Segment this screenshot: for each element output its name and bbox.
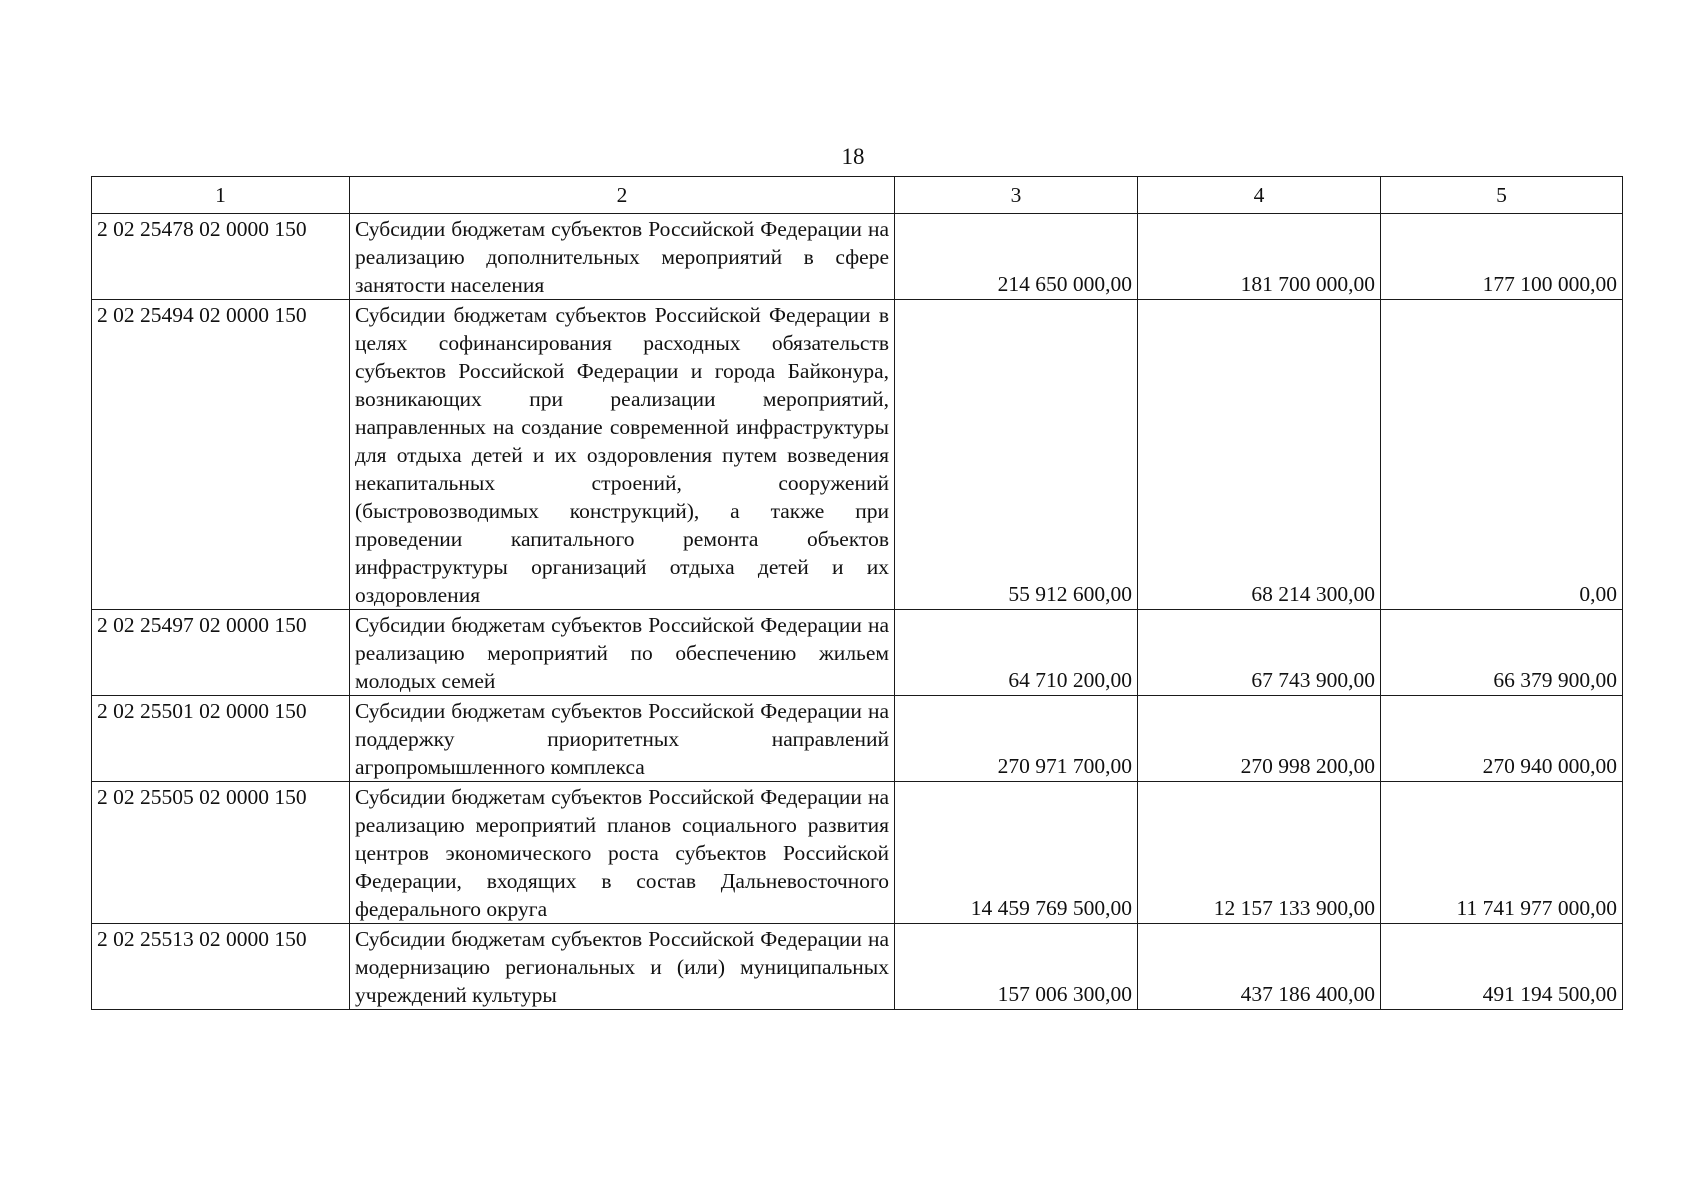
description-cell: Субсидии бюджетам субъектов Российской Федерации на поддержку приоритетных направлений агропромышленного комплекса [350,696,895,782]
amount-col3-cell: 214 650 000,00 [895,214,1138,300]
column-header: 1 [92,177,350,214]
amount-col5-cell: 177 100 000,00 [1381,214,1623,300]
amount-col5-cell: 270 940 000,00 [1381,696,1623,782]
table-row [92,696,1623,782]
amount-col4-cell: 181 700 000,00 [1138,214,1381,300]
table-row [92,300,1623,610]
budget-code-cell: 2 02 25505 02 0000 150 [92,782,350,924]
amount-col3-cell: 270 971 700,00 [895,696,1138,782]
budget-code-cell: 2 02 25478 02 0000 150 [92,214,350,300]
description-cell: Субсидии бюджетам субъектов Российской Федерации в целях софинансирования расходных обязательств субъектов Российской Федерации и города Байконура, возникающих при реализации мероприятий, направленных на создание современной инфраструктуры для отдыха детей и их оздоровления путем возведения некапитальных строений, сооружений (быстровозводимых конструкций), а также при проведении капитального ремонта объектов инфраструктуры организаций отдыха детей и их оздоровления [350,300,895,610]
amount-col5-cell: 491 194 500,00 [1381,924,1623,1010]
amount-col4-cell: 12 157 133 900,00 [1138,782,1381,924]
amount-col3-cell: 157 006 300,00 [895,924,1138,1010]
budget-table [91,176,1623,1010]
budget-code-cell: 2 02 25513 02 0000 150 [92,924,350,1010]
page-number: 18 [841,144,865,169]
description-cell: Субсидии бюджетам субъектов Российской Федерации на реализацию мероприятий по обеспечению жильем молодых семей [350,610,895,696]
amount-col4-cell: 437 186 400,00 [1138,924,1381,1010]
budget-code-cell: 2 02 25497 02 0000 150 [92,610,350,696]
amount-col3-cell: 55 912 600,00 [895,300,1138,610]
amount-col5-cell: 11 741 977 000,00 [1381,782,1623,924]
table-row [92,924,1623,1010]
description-cell: Субсидии бюджетам субъектов Российской Федерации на модернизацию региональных и (или) муниципальных учреждений культуры [350,924,895,1010]
column-header: 3 [895,177,1138,214]
amount-col4-cell: 270 998 200,00 [1138,696,1381,782]
table-row [92,610,1623,696]
budget-code-cell: 2 02 25494 02 0000 150 [92,300,350,610]
table-row [92,214,1623,300]
description-cell: Субсидии бюджетам субъектов Российской Федерации на реализацию дополнительных мероприятий в сфере занятости населения [350,214,895,300]
budget-code-cell: 2 02 25501 02 0000 150 [92,696,350,782]
table-header-row [92,177,1623,214]
amount-col3-cell: 14 459 769 500,00 [895,782,1138,924]
table-row [92,782,1623,924]
amount-col4-cell: 68 214 300,00 [1138,300,1381,610]
amount-col4-cell: 67 743 900,00 [1138,610,1381,696]
amount-col5-cell: 0,00 [1381,300,1623,610]
column-header: 5 [1381,177,1623,214]
amount-col3-cell: 64 710 200,00 [895,610,1138,696]
description-cell: Субсидии бюджетам субъектов Российской Федерации на реализацию мероприятий планов социального развития центров экономического роста субъектов Российской Федерации, входящих в состав Дальневосточного федерального округа [350,782,895,924]
column-header: 4 [1138,177,1381,214]
amount-col5-cell: 66 379 900,00 [1381,610,1623,696]
column-header: 2 [350,177,895,214]
